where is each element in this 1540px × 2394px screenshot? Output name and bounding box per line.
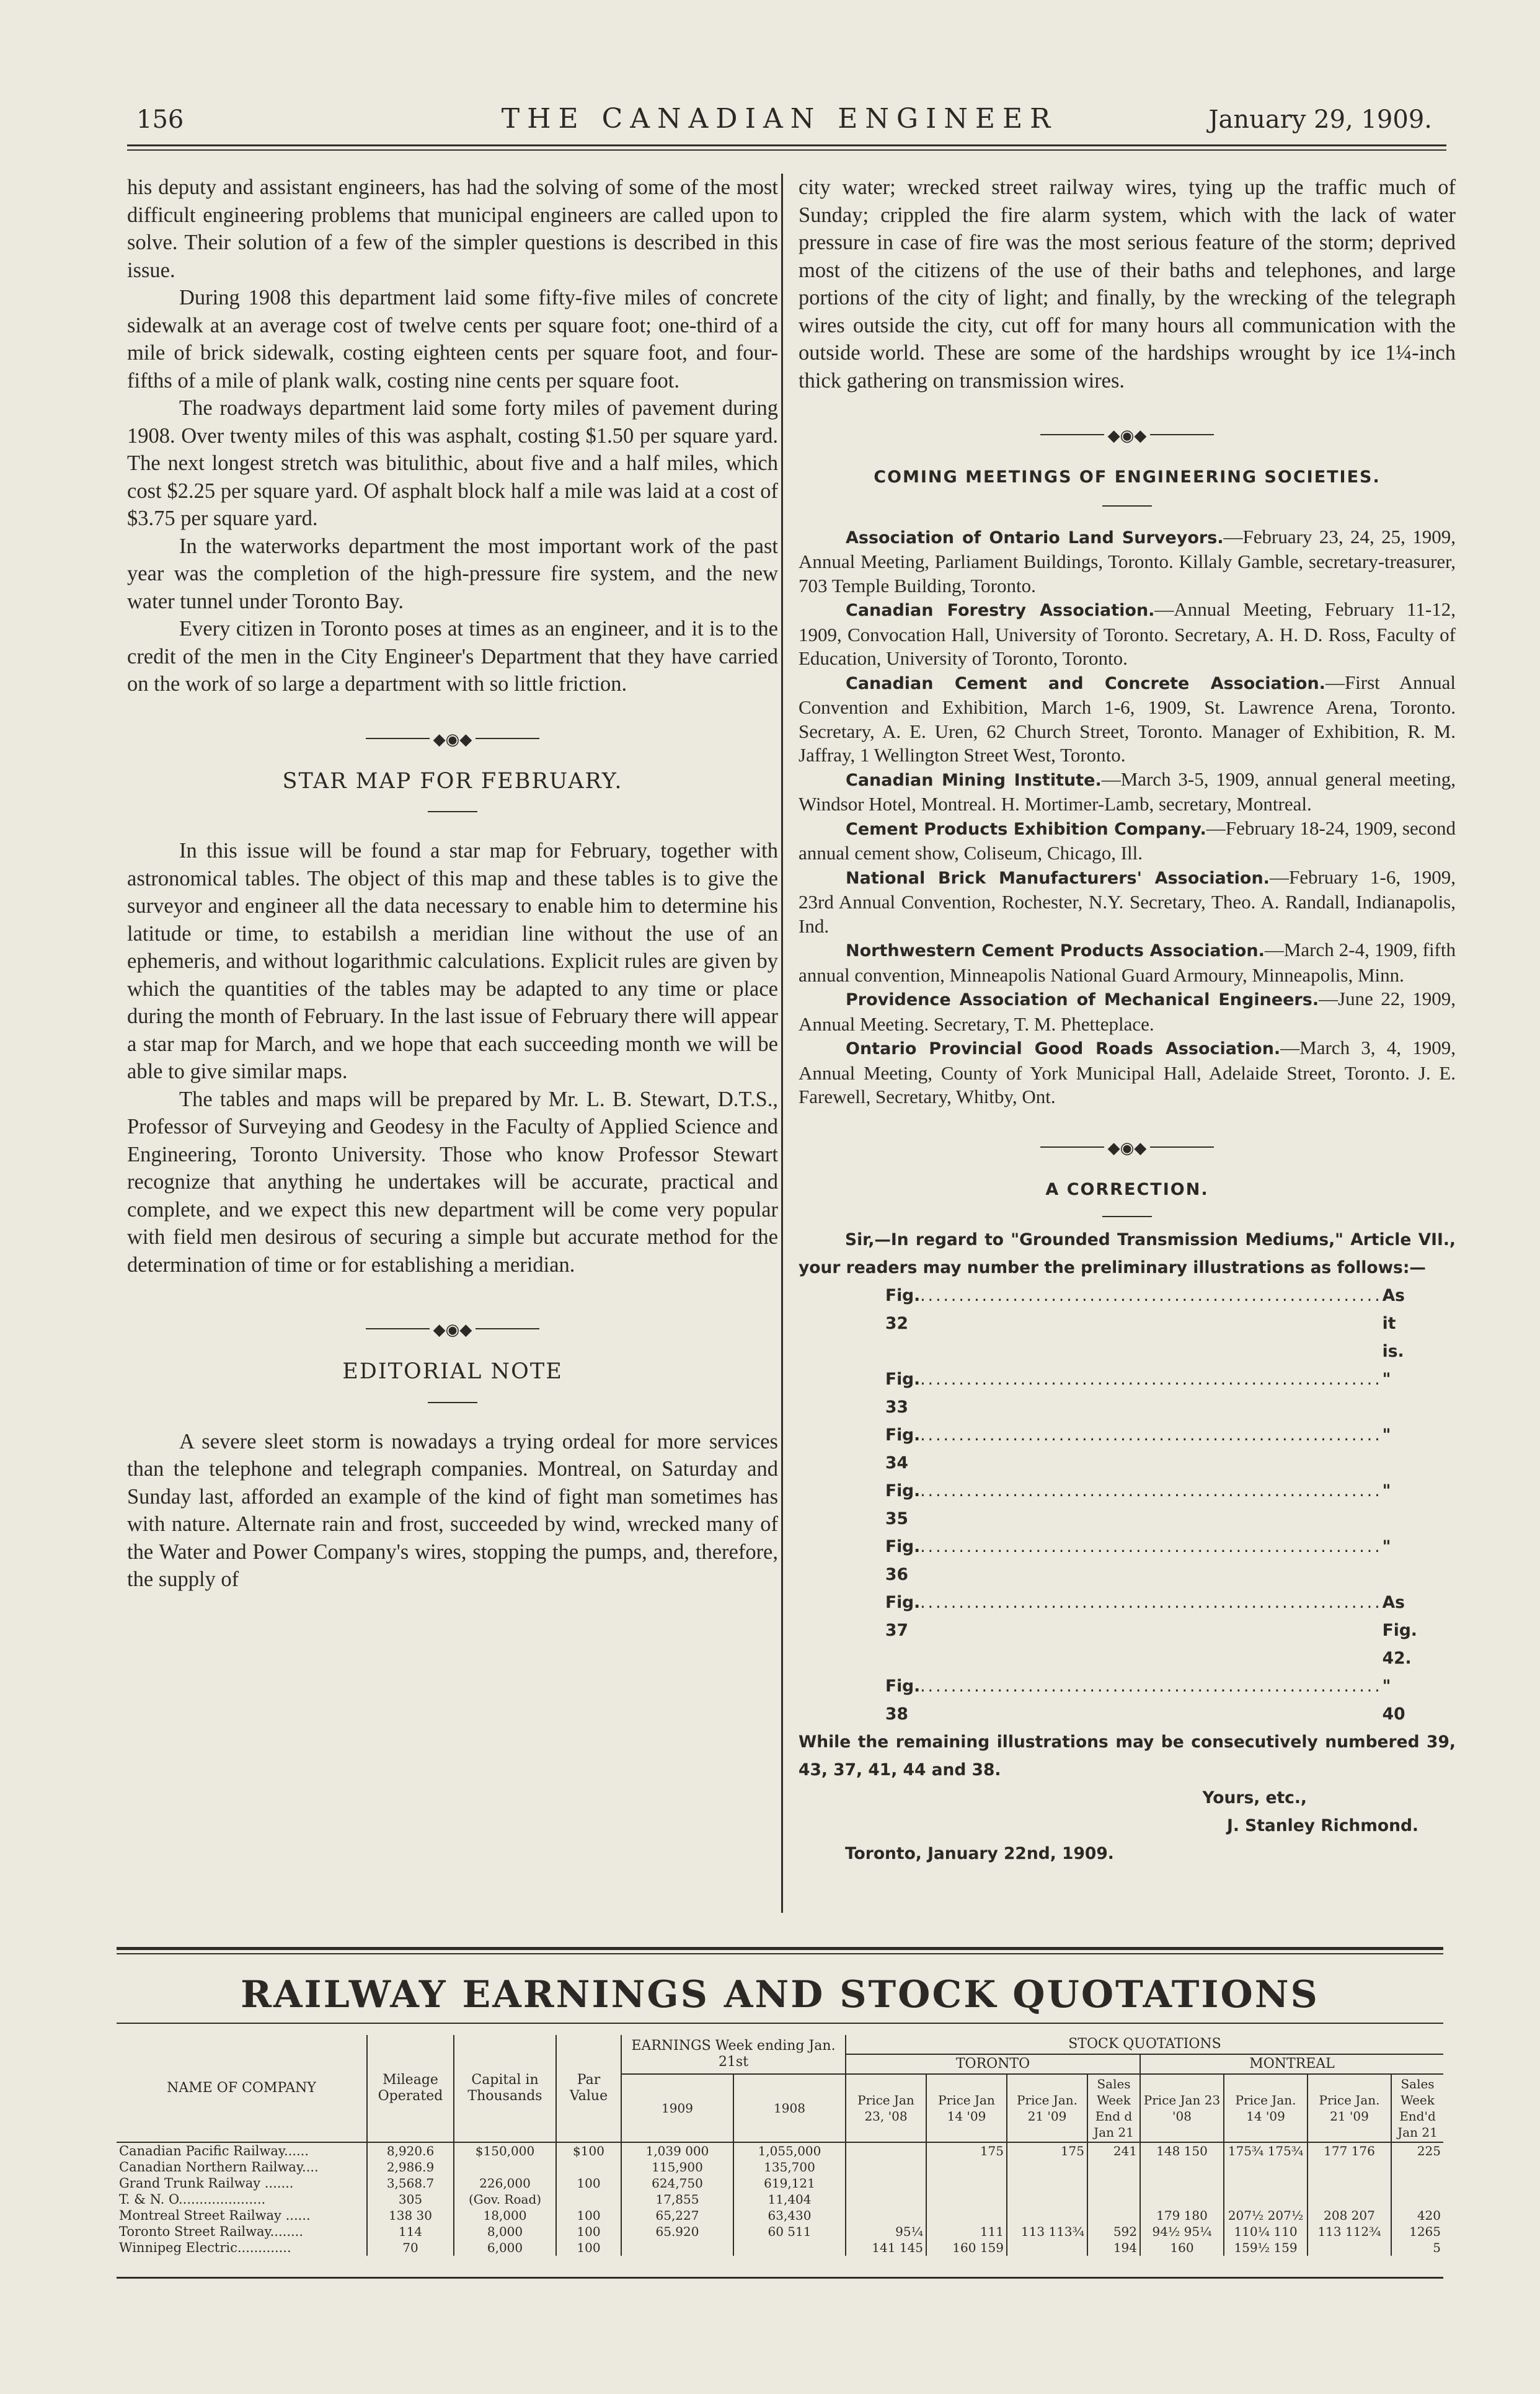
cell-capital: 8,000: [454, 2223, 556, 2240]
meeting-item: [799, 671, 1456, 768]
cell-t1: [846, 2142, 926, 2159]
ornament-divider: ◆◉◆: [799, 422, 1456, 446]
figure-value: " 40: [1382, 1677, 1405, 1724]
correction-letter: [799, 1226, 1456, 1868]
cell-m1: [1140, 2159, 1224, 2175]
cell-m3: 113 112¾: [1308, 2223, 1391, 2240]
cell-m3: [1308, 2191, 1391, 2207]
cell-t1: [846, 2159, 926, 2175]
company-name: Grand Trunk Railway .......: [119, 2176, 294, 2191]
starmap-heading: STAR MAP FOR FEBRUARY.: [282, 768, 623, 794]
meetings-heading: COMING MEETINGS OF ENGINEERING SOCIETIES.: [874, 468, 1381, 487]
col-earnings: EARNINGS Week ending Jan. 21st: [621, 2035, 846, 2074]
cell-e1908: [733, 2240, 846, 2256]
cell-m4: 1265: [1391, 2223, 1443, 2240]
cell-e1908: 1,055,000: [733, 2142, 846, 2159]
figure-row: [885, 1365, 1391, 1421]
col-mileage: Mileage Operated: [367, 2035, 454, 2142]
figure-label: Fig. 37: [885, 1593, 921, 1640]
col-capital: Capital in Thousands: [454, 2035, 556, 2142]
figure-row: [885, 1672, 1405, 1728]
cell-m3: [1308, 2175, 1391, 2191]
col-montreal-sub: Price Jan. 21 '09: [1308, 2074, 1391, 2142]
cell-m2: 175¾ 175¾: [1224, 2142, 1308, 2159]
meeting-name: Northwestern Cement Products Association.: [846, 941, 1265, 960]
cell-m3: [1308, 2159, 1391, 2175]
paragraph: In this issue will be found a star map for February, together with astronomical tables. The object of this map and these tables is to give the surveyor and engineer all the data necessary to enable him to determine his latitude or time, to estabilsh a meridian line without the use of an ephemeris, and without logarithmic calculations. Explicit rules are given by which the quantities of the tables may be adapted to any time or place during the month of February. In the last issue of February there will appear a star map for March, and we hope that each succeeding month we will be able to give similar maps.: [127, 839, 778, 1083]
cell-t1: 95¼: [846, 2223, 926, 2240]
cell-m1: [1140, 2175, 1224, 2191]
table-row: [117, 2223, 1443, 2240]
col-montreal-sub: Price Jan 23 '08: [1140, 2074, 1224, 2142]
table-title-rule: [117, 2023, 1443, 2024]
figure-label: Fig. 33: [885, 1370, 921, 1417]
meeting-name: Ontario Provincial Good Roads Association.: [846, 1039, 1281, 1058]
cell-e1908: 135,700: [733, 2159, 846, 2175]
column-divider: [781, 174, 783, 1913]
cell-e1908: 60 511: [733, 2223, 846, 2240]
cell-t2: [926, 2207, 1007, 2223]
cell-t4: [1087, 2207, 1140, 2223]
cell-e1909: 65.920: [621, 2223, 733, 2240]
table-row: [117, 2175, 1443, 2191]
col-montreal-sub: Sales Week End'd Jan 21: [1391, 2074, 1443, 2142]
cell-t2: 160 159: [926, 2240, 1007, 2256]
journal-title: THE CANADIAN ENGINEER: [501, 103, 1058, 135]
meeting-item: [799, 987, 1456, 1036]
paragraph: In the waterworks department the most important work of the past year was the completion of the high-pressure fire system, and the new water tunnel under Toronto Bay.: [127, 534, 778, 613]
leader-dots: ............................................................: [920, 1677, 1383, 1696]
figure-row: [885, 1421, 1391, 1477]
figure-value: ": [1382, 1425, 1391, 1445]
table-rule: [117, 1947, 1443, 1950]
cell-t1: [846, 2175, 926, 2191]
meeting-details: —February 1-6, 1909, 23rd Annual Convention, Rochester, N.Y. Secretary, Theo. A. Randall, Indianapolis, Ind.: [799, 866, 1456, 937]
meeting-name: Providence Association of Mechanical Engineers.: [846, 990, 1319, 1009]
page-header: [127, 105, 1432, 143]
table-rule-thin: [117, 1953, 1443, 1954]
figure-value: As Fig. 42.: [1382, 1593, 1417, 1668]
cell-m2: [1224, 2159, 1308, 2175]
cell-t4: [1087, 2191, 1140, 2207]
figure-value: ": [1382, 1537, 1391, 1556]
cell-t1: [846, 2191, 926, 2207]
leader-dots: ............................................................: [920, 1370, 1383, 1389]
cell-capital: [454, 2159, 556, 2175]
meeting-details: —March 2-4, 1909, fifth annual convention, Minneapolis National Guard Armoury, Minneapolis, Minn.: [799, 939, 1456, 986]
table-row: [117, 2240, 1443, 2256]
cell-capital: 18,000: [454, 2207, 556, 2223]
figure-label: Fig. 35: [885, 1481, 921, 1528]
table-bottom-rule: [117, 2277, 1443, 2279]
meeting-item: [799, 866, 1456, 939]
cell-t3: [1007, 2175, 1087, 2191]
cell-m2: [1224, 2175, 1308, 2191]
table-row: [117, 2191, 1443, 2207]
figure-label: Fig. 36: [885, 1537, 921, 1584]
leader-dots: ............................................................: [920, 1425, 1383, 1445]
figure-value: ": [1382, 1370, 1391, 1389]
table-title: RAILWAY EARNINGS AND STOCK QUOTATIONS: [241, 1973, 1319, 2016]
railway-table: [117, 2035, 1443, 2256]
cell-par: 100: [556, 2223, 621, 2240]
cell-par: [556, 2191, 621, 2207]
company-name: Montreal Street Railway ......: [119, 2208, 311, 2223]
paragraph: During 1908 this department laid some fifty-five miles of concrete sidewalk at an average cost of twelve cents per square foot; one-third of a mile of brick sidewalk, costing eighteen cents per square foot, and four-fifths of a mile of plank walk, costing nine cents per square foot.: [127, 286, 778, 392]
figure-row: [885, 1477, 1391, 1533]
col-montreal-sub: Price Jan. 14 '09: [1224, 2074, 1308, 2142]
cell-par: 100: [556, 2207, 621, 2223]
meeting-item: [799, 525, 1456, 598]
cell-m4: [1391, 2159, 1443, 2175]
editorial-heading: EDITORIAL NOTE: [342, 1359, 563, 1384]
meeting-details: —March 3, 4, 1909, Annual Meeting, County of York Municipal Hall, Adelaide Street, Toronto. J. E. Farewell, Secretary, Whitby, Ont.: [799, 1037, 1456, 1107]
cell-m1: [1140, 2191, 1224, 2207]
ornament-divider: ◆◉◆: [127, 1316, 778, 1341]
figure-label: Fig. 38: [885, 1677, 921, 1724]
cell-e1909: 65,227: [621, 2207, 733, 2223]
meeting-item: [799, 938, 1456, 987]
paragraph: his deputy and assistant engineers, has had the solving of some of the most difficult engineering problems that municipal engineers are called upon to solve. Their solution of a few of the simpler questions is described in this issue.: [127, 175, 778, 282]
cell-m4: [1391, 2191, 1443, 2207]
cell-t3: 113 113¾: [1007, 2223, 1087, 2240]
col-toronto-sub: Price Jan 14 '09: [926, 2074, 1007, 2142]
cell-mileage: 305: [367, 2191, 454, 2207]
leader-dots: ............................................................: [920, 1593, 1383, 1612]
cell-e1909: 17,855: [621, 2191, 733, 2207]
cell-t3: 175: [1007, 2142, 1087, 2159]
meeting-details: —February 18-24, 1909, second annual cement show, Coliseum, Chicago, Ill.: [799, 817, 1456, 864]
cell-e1909: 1,039 000: [621, 2142, 733, 2159]
cell-mileage: 3,568.7: [367, 2175, 454, 2191]
figure-label: Fig. 32: [885, 1286, 921, 1333]
figure-row: [885, 1533, 1391, 1589]
heading-rule: [1102, 505, 1152, 507]
cell-e1909: [621, 2240, 733, 2256]
left-column: [127, 174, 778, 1594]
table-row: [117, 2207, 1443, 2223]
cell-capital: 226,000: [454, 2175, 556, 2191]
meeting-details: —March 3-5, 1909, annual general meeting, Windsor Hotel, Montreal. H. Mortimer-Lamb, secretary, Montreal.: [799, 768, 1456, 815]
cell-m4: [1391, 2175, 1443, 2191]
col-montreal: MONTREAL: [1140, 2054, 1443, 2074]
figure-row: [885, 1282, 1405, 1365]
col-toronto-sub: Price Jan 23, '08: [846, 2074, 926, 2142]
col-1908: 1908: [733, 2074, 846, 2142]
col-name: NAME OF COMPANY: [117, 2035, 367, 2142]
ornament-divider: ◆◉◆: [127, 725, 778, 750]
cell-t2: [926, 2191, 1007, 2207]
leader-dots: ............................................................: [920, 1537, 1383, 1556]
meeting-name: Canadian Mining Institute.: [846, 770, 1102, 790]
correction-outro: While the remaining illustrations may be consecutively numbered 39, 43, 37, 41, 44 and 38.: [799, 1732, 1456, 1780]
cell-t3: [1007, 2191, 1087, 2207]
col-1909: 1909: [621, 2074, 733, 2142]
cell-capital: (Gov. Road): [454, 2191, 556, 2207]
company-name: Canadian Northern Railway....: [119, 2160, 319, 2175]
place-date: Toronto, January 22nd, 1909.: [845, 1844, 1114, 1863]
meetings-list: [799, 525, 1456, 1109]
signer: J. Stanley Richmond.: [1227, 1816, 1418, 1835]
leader-dots: ............................................................: [920, 1481, 1383, 1501]
cell-par: 100: [556, 2240, 621, 2256]
cell-t4: [1087, 2175, 1140, 2191]
company-name: Toronto Street Railway........: [119, 2224, 304, 2239]
cell-e1908: 11,404: [733, 2191, 846, 2207]
cell-m1: 148 150: [1140, 2142, 1224, 2159]
cell-mileage: 8,920.6: [367, 2142, 454, 2159]
cell-t4: [1087, 2159, 1140, 2175]
cell-t3: [1007, 2207, 1087, 2223]
right-column: [799, 174, 1456, 1868]
heading-rule: [1102, 1216, 1152, 1217]
cell-t1: 141 145: [846, 2240, 926, 2256]
cell-e1908: 619,121: [733, 2175, 846, 2191]
cell-t3: [1007, 2159, 1087, 2175]
cell-mileage: 70: [367, 2240, 454, 2256]
cell-m3: [1308, 2240, 1391, 2256]
issue-date: January 29, 1909.: [1208, 105, 1432, 134]
figure-value: ": [1382, 1481, 1391, 1501]
header-rule-thin: [127, 149, 1446, 151]
cell-m1: 179 180: [1140, 2207, 1224, 2223]
meeting-details: —February 23, 24, 25, 1909, Annual Meeting, Parliament Buildings, Toronto. Killaly Gamble, secretary-treasurer, 703 Temple Building, Toronto.: [799, 525, 1456, 596]
paragraph: A severe sleet storm is nowadays a trying ordeal for more services than the telephone and telegraph companies. Montreal, on Saturday and Sunday last, afforded an example of the kind of fight man sometimes has with nature. Alternate rain and frost, succeeded by wind, wrecked many of the Water and Power Company's wires, stopping the pumps, and, therefore, the supply of: [127, 1429, 778, 1591]
correction-heading: A CORRECTION.: [1045, 1179, 1209, 1199]
meeting-name: Association of Ontario Land Surveyors.: [846, 528, 1224, 548]
company-name: Canadian Pacific Railway......: [119, 2144, 309, 2158]
cell-e1908: 63,430: [733, 2207, 846, 2223]
meeting-name: Cement Products Exhibition Company.: [846, 819, 1206, 839]
cell-e1909: 115,900: [621, 2159, 733, 2175]
cell-m1: 94½ 95¼: [1140, 2223, 1224, 2240]
cell-t1: [846, 2207, 926, 2223]
paragraph: The tables and maps will be prepared by Mr. L. B. Stewart, D.T.S., Professor of Surveying and Geodesy in the Faculty of Applied Science and Engineering, Toronto University. Those who know Professor Stewart recognize that anything he undertakes will be accurate, practical and complete, and we expect this new department will be come very popular with field men desirous of securing a simple but accurate method for the determination of time or for establishing a meridian.: [127, 1087, 778, 1277]
cell-t2: [926, 2159, 1007, 2175]
meeting-item: [799, 817, 1456, 866]
cell-mileage: 2,986.9: [367, 2159, 454, 2175]
cell-m2: [1224, 2191, 1308, 2207]
meeting-item: [799, 1036, 1456, 1109]
cell-t4: 194: [1087, 2240, 1140, 2256]
cell-t2: 111: [926, 2223, 1007, 2240]
heading-rule: [428, 811, 477, 812]
table-row: [117, 2159, 1443, 2175]
col-toronto-sub: Sales Week End d Jan 21: [1087, 2074, 1140, 2142]
cell-m2: 110¼ 110: [1224, 2223, 1308, 2240]
meeting-details: —June 22, 1909, Annual Meeting. Secretary, T. M. Phetteplace.: [799, 988, 1456, 1035]
paragraph: The roadways department laid some forty miles of pavement during 1908. Over twenty miles of this was asphalt, costing $1.50 per square yard. The next longest stretch was bitulithic, about five and a half miles, which cost $2.25 per square yard. Of asphalt block half a mile was laid at a cost of $3.75 per square yard.: [127, 396, 778, 530]
cell-m2: 159½ 159: [1224, 2240, 1308, 2256]
leader-dots: ............................................................: [920, 1286, 1383, 1305]
meeting-name: Canadian Forestry Association.: [846, 601, 1155, 620]
paragraph: Every citizen in Toronto poses at times as an engineer, and it is to the credit of the men in the City Engineer's Department that they have carried on the work of so large a department with so little friction.: [127, 617, 778, 696]
cell-par: $100: [556, 2142, 621, 2159]
cell-capital: $150,000: [454, 2142, 556, 2159]
cell-m3: 208 207: [1308, 2207, 1391, 2223]
meeting-name: National Brick Manufacturers' Association.: [846, 868, 1270, 888]
paragraph: city water; wrecked street railway wires, tying up the traffic much of Sunday; crippled the fire alarm system, which with the lack of water pressure in case of fire was the most serious feature of the storm; deprived most of the citizens of the use of their baths and telephones, and large portions of the city of light; and finally, by the wrecking of the telegraph wires outside the city, cut off for many hours all communication with the outside world. These are some of the hardships wrought by ice 1¼-inch thick gathering on transmission wires.: [799, 175, 1456, 392]
cell-t4: 241: [1087, 2142, 1140, 2159]
figure-label: Fig. 34: [885, 1425, 921, 1473]
figure-list: [799, 1282, 1456, 1728]
cell-t4: 592: [1087, 2223, 1140, 2240]
cell-par: 100: [556, 2175, 621, 2191]
col-toronto-sub: Price Jan. 21 '09: [1007, 2074, 1087, 2142]
figure-row: [885, 1589, 1417, 1672]
cell-t2: [926, 2175, 1007, 2191]
company-name: T. & N. O.....................: [119, 2192, 266, 2207]
cell-t3: [1007, 2240, 1087, 2256]
figure-value: As it is.: [1382, 1286, 1405, 1361]
heading-rule: [428, 1402, 477, 1403]
cell-m3: 177 176: [1308, 2142, 1391, 2159]
col-stock: STOCK QUOTATIONS: [846, 2035, 1443, 2054]
table-row: [117, 2142, 1443, 2159]
cell-e1909: 624,750: [621, 2175, 733, 2191]
meeting-details: —First Annual Convention and Exhibition, March 1-6, 1909, St. Lawrence Arena, Toronto. Secretary, A. E. Uren, 62 Church Street, Toronto. Manager of Exhibition, R. M. Jaffray, 1 Wellington Street West, Toronto.: [799, 671, 1456, 766]
meeting-name: Canadian Cement and Concrete Association.: [846, 673, 1325, 693]
meeting-item: [799, 598, 1456, 671]
cell-m4: 420: [1391, 2207, 1443, 2223]
meeting-details: —Annual Meeting, February 11-12, 1909, Convocation Hall, University of Toronto. Secretary, A. H. D. Ross, Faculty of Education, University of Toronto, Toronto.: [799, 598, 1456, 669]
cell-m2: 207½ 207½: [1224, 2207, 1308, 2223]
cell-capital: 6,000: [454, 2240, 556, 2256]
cell-par: [556, 2159, 621, 2175]
cell-t2: 175: [926, 2142, 1007, 2159]
meeting-item: [799, 768, 1456, 817]
cell-mileage: 114: [367, 2223, 454, 2240]
header-rule: [127, 144, 1446, 146]
cell-m1: 160: [1140, 2240, 1224, 2256]
col-par: Par Value: [556, 2035, 621, 2142]
page-number: 156: [136, 105, 184, 134]
col-toronto: TORONTO: [846, 2054, 1140, 2074]
company-name: Winnipeg Electric.............: [119, 2240, 291, 2255]
correction-intro: Sir,—In regard to "Grounded Transmission Mediums," Article VII., your readers may number the preliminary illustrations as follows:—: [799, 1230, 1456, 1277]
cell-m4: 5: [1391, 2240, 1443, 2256]
closing: Yours, etc.,: [1202, 1788, 1307, 1807]
cell-m4: 225: [1391, 2142, 1443, 2159]
ornament-divider: ◆◉◆: [799, 1134, 1456, 1159]
cell-mileage: 138 30: [367, 2207, 454, 2223]
